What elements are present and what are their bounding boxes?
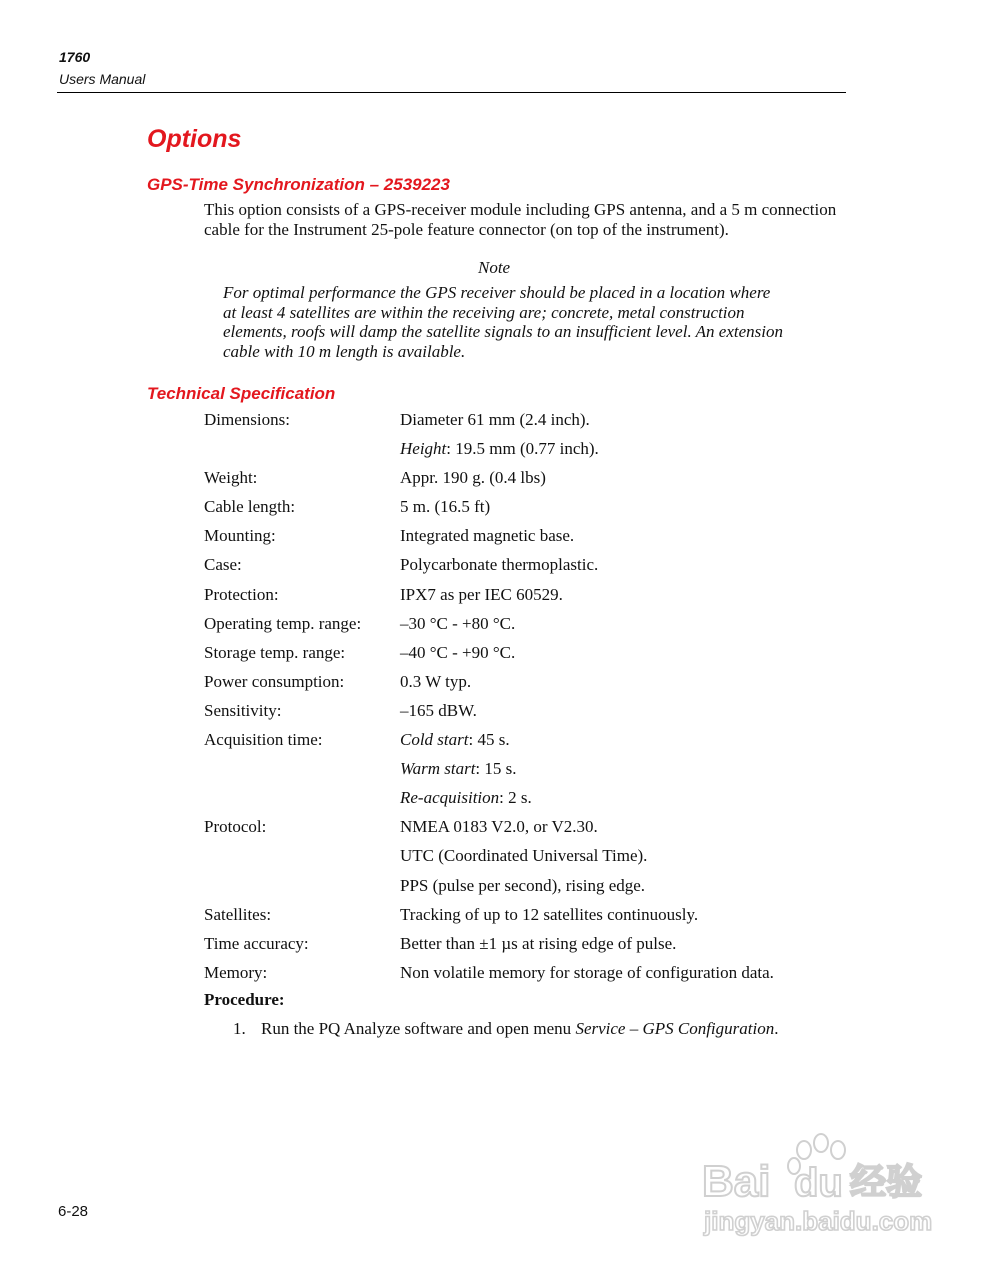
spec-row <box>204 812 844 841</box>
procedure-step-text: Run the PQ Analyze software and open menu <box>261 1019 576 1038</box>
spec-value-emphasis: Height <box>400 439 447 459</box>
spec-label: Power consumption: <box>204 671 345 691</box>
spec-label: Dimensions: <box>204 410 290 429</box>
spec-value <box>400 841 647 870</box>
baidu-watermark-logo <box>700 1130 935 1240</box>
intro-paragraph: This option consists of a GPS-receiver module including GPS antenna, and a 5 m connection cable for the Instrument 25-pole feature connector (on top of the instrument). <box>204 200 837 239</box>
section-title: Options <box>147 125 242 153</box>
spec-value-text: Diameter 61 mm (2.4 inch). <box>400 410 590 429</box>
spec-row <box>204 580 844 609</box>
spec-row <box>204 550 844 579</box>
spec-value-text: : 15 s. <box>475 759 517 779</box>
spec-row <box>204 900 844 929</box>
spec-value <box>400 871 645 900</box>
spec-label: Operating temp. range: <box>204 613 362 633</box>
spec-value-text: UTC (Coordinated Universal Time). <box>400 846 648 866</box>
spec-value-text: NMEA 0183 V2.0, or V2.30. <box>400 817 598 837</box>
spec-value <box>400 725 510 754</box>
procedure-step-suffix: . <box>774 1019 779 1038</box>
spec-value-emphasis: Cold start <box>400 730 469 750</box>
spec-label: Case: <box>204 555 242 575</box>
spec-value <box>400 638 515 667</box>
spec-value-text: –40 °C - +90 °C. <box>400 642 516 662</box>
spec-label: Mounting: <box>204 526 276 546</box>
spec-value <box>400 958 774 987</box>
spec-value <box>400 405 590 434</box>
procedure-step-number: 1. <box>233 1019 246 1038</box>
spec-value <box>400 754 517 783</box>
spec-value-text: Tracking of up to 12 satellites continuously. <box>400 904 699 924</box>
spec-value-text: : 2 s. <box>499 788 532 808</box>
spec-value <box>400 609 515 638</box>
spec-value-text: Better than ±1 µs at rising edge of pulse. <box>400 933 677 953</box>
spec-label: Storage temp. range: <box>204 642 346 662</box>
spec-label: Memory: <box>204 962 268 982</box>
spec-row <box>204 696 844 725</box>
spec-row <box>204 667 844 696</box>
spec-value <box>400 900 698 929</box>
spec-value-text: : 19.5 mm (0.77 inch). <box>446 439 599 459</box>
spec-row <box>204 783 844 812</box>
spec-value-text: 0.3 W typ. <box>400 671 472 691</box>
spec-value-text: Appr. 190 g. (0.4 lbs) <box>400 468 546 488</box>
spec-value-emphasis: Re-acquisition <box>400 788 500 808</box>
spec-row <box>204 434 844 463</box>
spec-row <box>204 405 844 434</box>
spec-value-text: 5 m. (16.5 ft) <box>400 497 491 517</box>
header-manual-title: Users Manual <box>59 71 146 87</box>
spec-label: Protocol: <box>204 817 267 837</box>
spec-label: Acquisition time: <box>204 730 323 750</box>
spec-value-text: : 45 s. <box>468 730 510 750</box>
spec-table <box>204 405 844 987</box>
spec-value-emphasis: Warm start <box>400 759 476 779</box>
spec-row <box>204 871 844 900</box>
spec-value <box>400 463 546 492</box>
spec-value-text: Integrated magnetic base. <box>400 526 575 546</box>
spec-value-text: –165 dBW. <box>400 700 477 720</box>
spec-value <box>400 696 477 725</box>
header-rule <box>57 92 846 93</box>
spec-label: Weight: <box>204 468 258 488</box>
watermark-logo-bai: Bai <box>702 1157 771 1206</box>
spec-row <box>204 638 844 667</box>
spec-value <box>400 521 574 550</box>
spec-value <box>400 812 598 841</box>
note-title: Note <box>478 258 511 277</box>
spec-row <box>204 929 844 958</box>
spec-row <box>204 463 844 492</box>
procedure-step <box>233 1019 778 1039</box>
spec-row <box>204 754 844 783</box>
procedure-menu-path: Service – GPS Configuration <box>575 1019 775 1038</box>
spec-value-text: Polycarbonate thermoplastic. <box>400 555 599 575</box>
watermark-logo-du: du <box>794 1161 843 1205</box>
spec-row <box>204 609 844 638</box>
spec-value <box>400 492 490 521</box>
spec-label: Cable length: <box>204 497 296 517</box>
watermark-url: jingyan.baidu.com <box>704 1206 933 1236</box>
spec-label: Protection: <box>204 584 279 604</box>
spec-value <box>400 580 563 609</box>
spec-label: Satellites: <box>204 904 272 924</box>
spec-label: Sensitivity: <box>204 700 282 720</box>
spec-row <box>204 492 844 521</box>
spec-value <box>400 929 676 958</box>
spec-value <box>400 550 598 579</box>
tech-spec-title: Technical Specification <box>147 384 336 403</box>
spec-label: Time accuracy: <box>204 933 309 953</box>
spec-value-text: IPX7 as per IEC 60529. <box>400 584 563 604</box>
subsection-title: GPS-Time Synchronization – 2539223 <box>147 175 450 194</box>
spec-value <box>400 783 532 812</box>
spec-row <box>204 521 844 550</box>
watermark-cn-text: 经验 <box>850 1162 923 1203</box>
spec-row <box>204 725 844 754</box>
spec-value <box>400 434 599 463</box>
page-number: 6-28 <box>58 1203 89 1220</box>
spec-row <box>204 958 844 987</box>
spec-row <box>204 841 844 870</box>
spec-value-text: –30 °C - +80 °C. <box>400 613 516 633</box>
spec-value-text: Non volatile memory for storage of configuration data. <box>400 962 774 982</box>
procedure-title: Procedure: <box>204 990 285 1009</box>
note-body: For optimal performance the GPS receiver should be placed in a location where at least 4 satellites are within the receiving are; concrete, metal construction elements, roofs will damp the satellite signals to an insufficient level. An extension cable with 10 m length is available. <box>223 283 783 361</box>
spec-value <box>400 667 471 696</box>
spec-value-text: PPS (pulse per second), rising edge. <box>400 875 646 895</box>
header-model-number: 1760 <box>59 49 91 65</box>
